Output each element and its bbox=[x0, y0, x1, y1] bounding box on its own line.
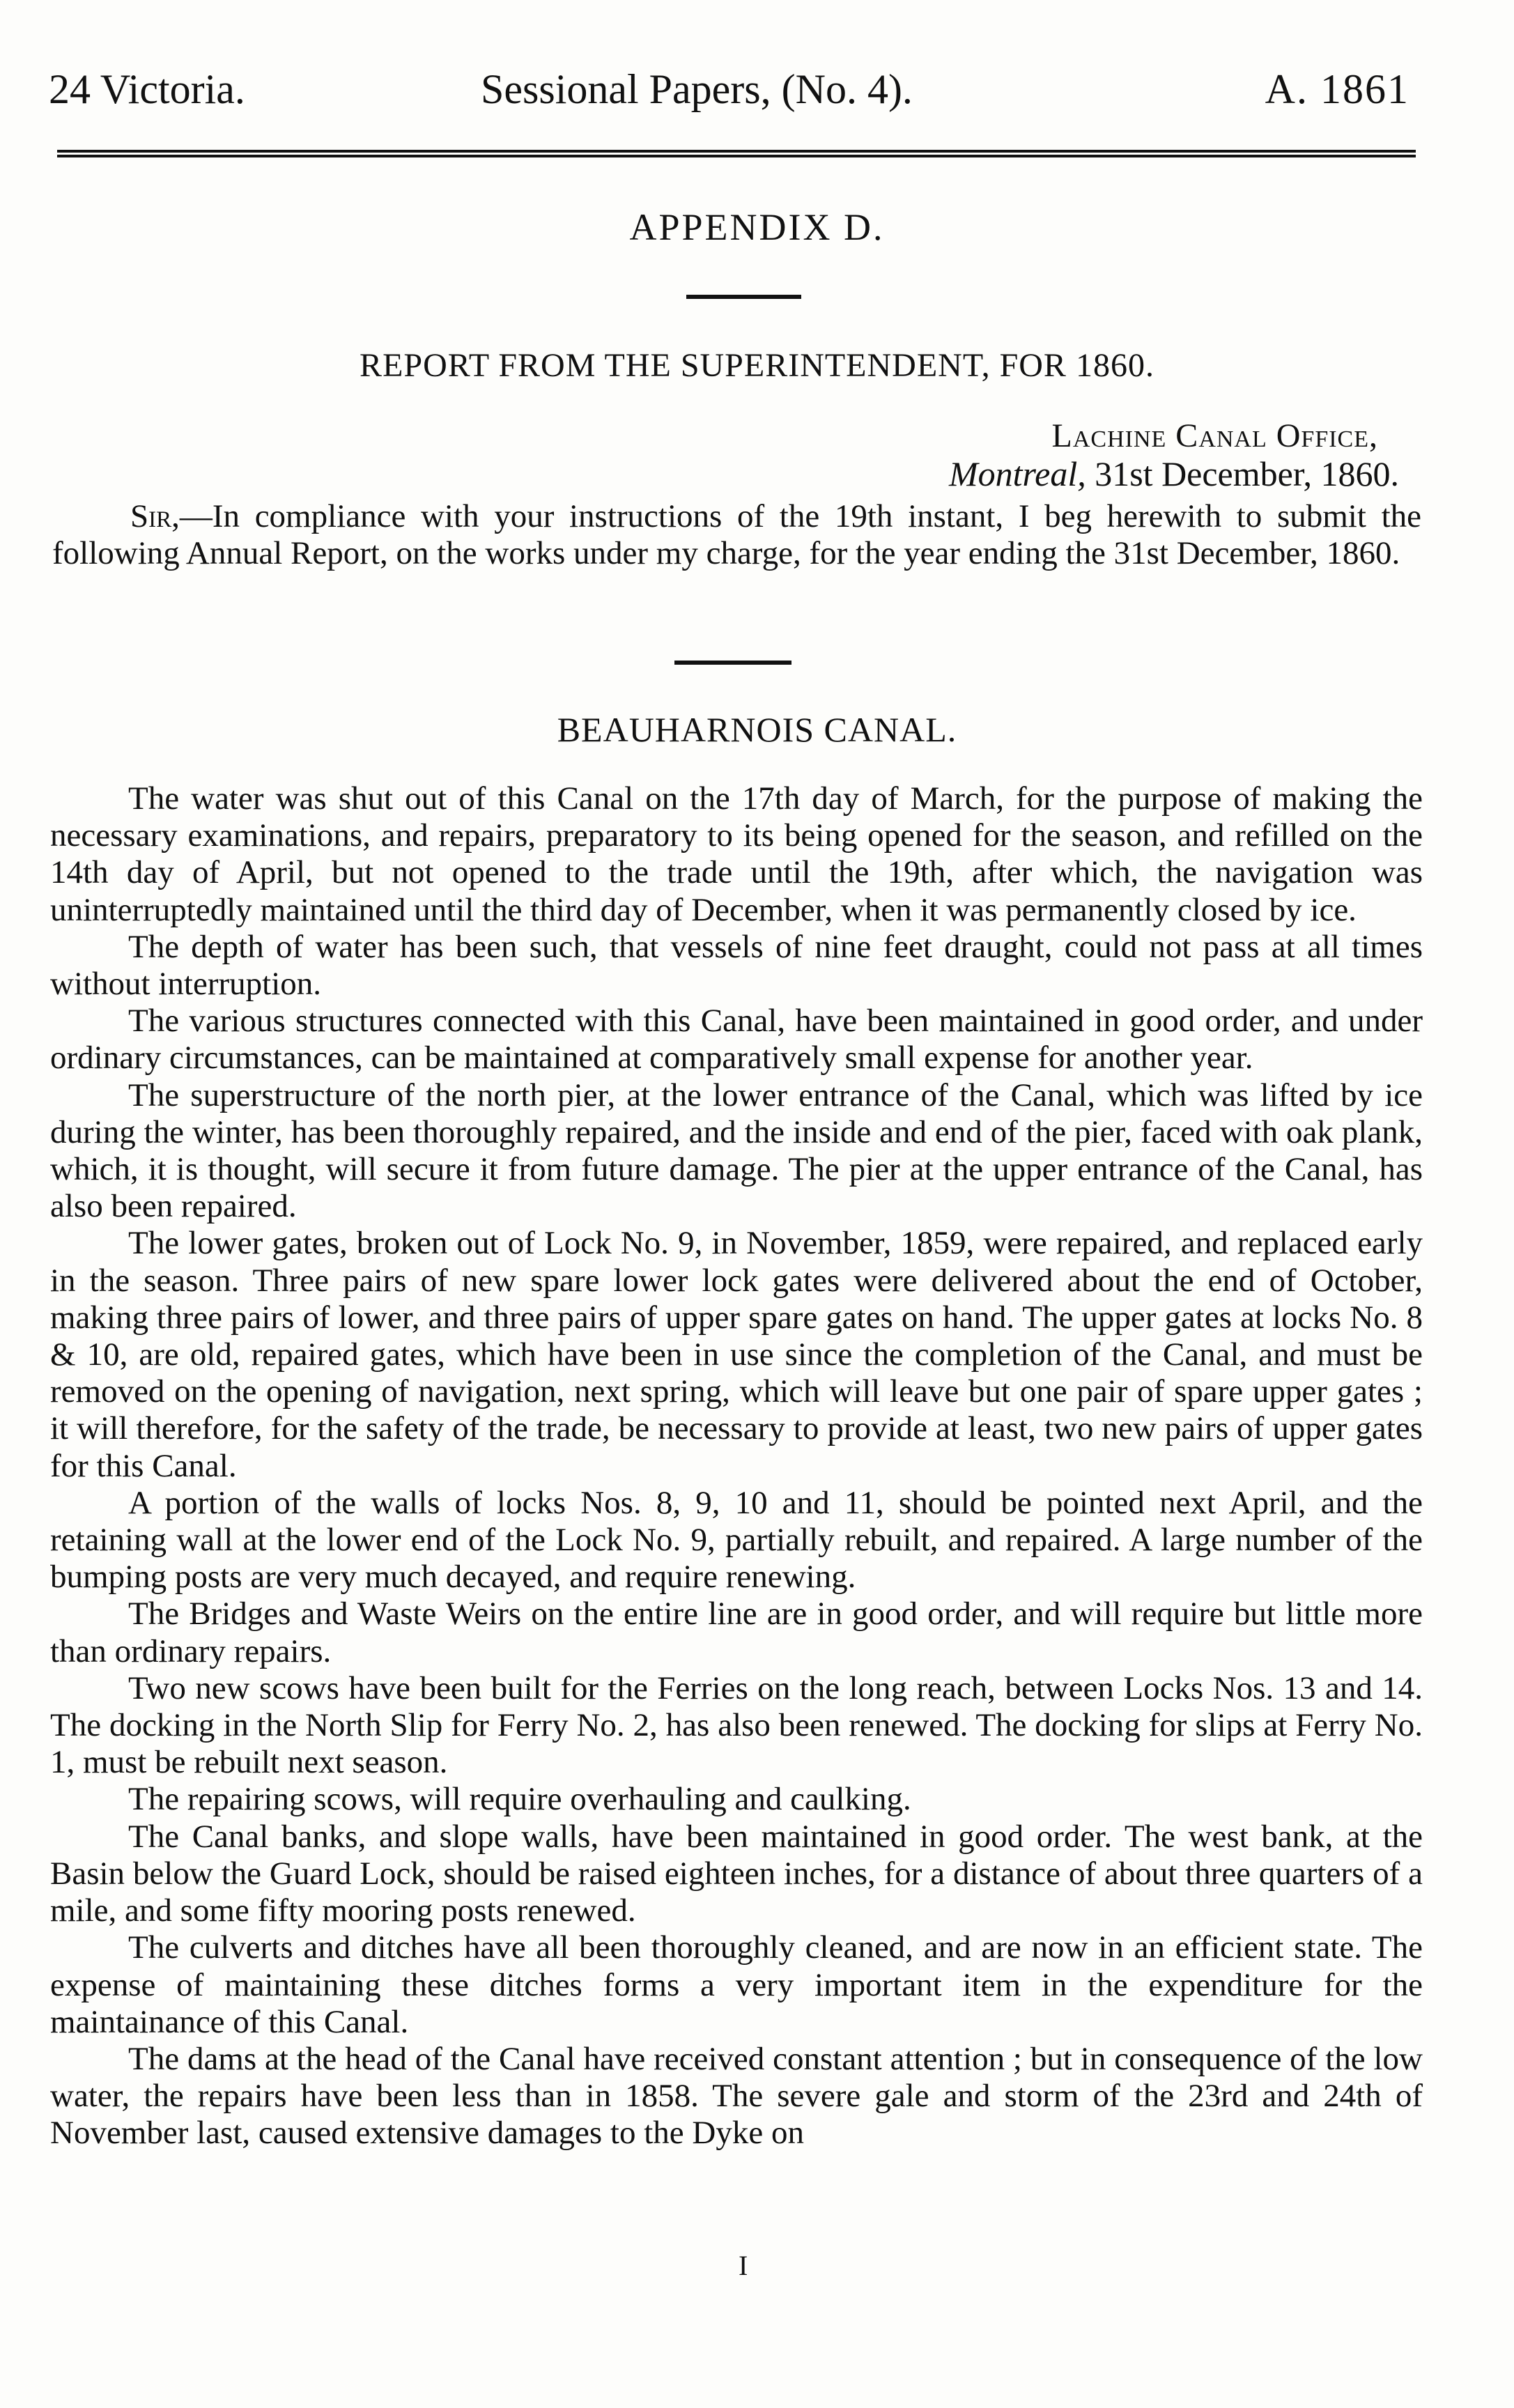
paragraph: A portion of the walls of locks Nos. 8, 9, 10 and 11, should be pointed next April, and the retaining wall at the lower end of the Lock No. 9, partially rebuilt, and repaired. A large number of the bumping posts are very much decayed, and require renewing. bbox=[50, 1484, 1423, 1596]
paragraph: The culverts and ditches have all been thoroughly cleaned, and are now in an efficient state. The expense of maintaining these ditches forms a very important item in the expenditure for the maintainance of this Canal. bbox=[50, 1929, 1423, 2040]
header-year: A. 1861 bbox=[1265, 66, 1409, 112]
section-divider bbox=[674, 661, 791, 665]
dateline bbox=[949, 454, 1399, 494]
page-folio: I bbox=[739, 2250, 748, 2281]
paragraph: The water was shut out of this Canal on the 17th day of March, for the purpose of making the necessary examinations, and repairs, preparatory to its being opened for the season, and refilled on the 14th day of April, but not opened to the trade until the 19th, after which, the navigation was uninterruptedly maintained until the third day of December, when it was permanently closed by ice. bbox=[50, 780, 1423, 928]
section-divider bbox=[686, 295, 801, 299]
paragraph: The various structures connected with this Canal, have been maintained in good order, and under ordinary circumstances, can be maintained at comparatively small expense for another year. bbox=[50, 1003, 1423, 1076]
header-rule-bottom bbox=[57, 155, 1416, 157]
office-name: Lachine Canal Office, bbox=[1051, 417, 1378, 454]
appendix-title: APPENDIX D. bbox=[629, 206, 885, 248]
body-text bbox=[50, 780, 1423, 2152]
salutation: Sir, bbox=[130, 498, 180, 534]
dateline-date: 31st December, 1860. bbox=[1095, 454, 1399, 493]
header-regnal-year: 24 Victoria. bbox=[49, 66, 245, 112]
intro-text: —In compliance with your instructions of the 19th instant, I beg herewith to submit the following Annual Report, on the works under my charge, for the year ending the 31st December, 1860. bbox=[52, 498, 1421, 571]
paragraph: The lower gates, broken out of Lock No. 9, in November, 1859, were repaired, and replaced early in the season. Three pairs of new spare lower lock gates were delivered about the end of October, making three pairs of lower, and three pairs of upper spare gates on hand. The upper gates at locks No. 8 & 10, are old, repaired gates, which have been in use since the completion of the Canal, and must be removed on the opening of navigation, next spring, which will leave but one pair of spare upper gates ; it will therefore, for the safety of the trade, be necessary to provide at least, two new pairs of upper gates for this Canal. bbox=[50, 1225, 1423, 1484]
header-rule-top bbox=[57, 150, 1416, 153]
running-head bbox=[49, 61, 1409, 117]
header-double-rule bbox=[57, 150, 1416, 157]
dateline-place: Montreal, bbox=[948, 454, 1086, 493]
paragraph: The repairing scows, will require overhauling and caulking. bbox=[128, 1781, 911, 1818]
report-title: REPORT FROM THE SUPERINTENDENT, FOR 1860. bbox=[360, 347, 1154, 384]
paragraph: Two new scows have been built for the Ferries on the long reach, between Locks Nos. 13 and 14. The docking in the North Slip for Ferry No. 2, has also been renewed. The docking for slips at Ferry No. 1, must be rebuilt next season. bbox=[50, 1669, 1423, 1781]
intro-paragraph bbox=[52, 498, 1421, 572]
header-series-title: Sessional Papers, (No. 4). bbox=[481, 66, 913, 112]
paragraph: The depth of water has been such, that vessels of nine feet draught, could not pass at all times without interruption. bbox=[50, 928, 1423, 1003]
paragraph: The superstructure of the north pier, at the lower entrance of the Canal, which was lifted by ice during the winter, has been thoroughly repaired, and the inside and end of the pier, faced with oak plank, which, it is thought, will secure it from future damage. The pier at the upper entrance of the Canal, has also been repaired. bbox=[50, 1076, 1423, 1225]
paragraph: The Bridges and Waste Weirs on the entire line are in good order, and will require but little more than ordinary repairs. bbox=[50, 1596, 1423, 1669]
paragraph: The Canal banks, and slope walls, have been maintained in good order. The west bank, at the Basin below the Guard Lock, should be raised eighteen inches, for a distance of about three quarters of a mile, and some fifty mooring posts renewed. bbox=[50, 1818, 1423, 1929]
paragraph: The dams at the head of the Canal have received constant attention ; but in consequence of the low water, the repairs have been less than in 1858. The severe gale and storm of the 23rd and 24th of November last, caused extensive damages to the Dyke on bbox=[50, 2040, 1423, 2152]
section-title: BEAUHARNOIS CANAL. bbox=[557, 710, 957, 749]
